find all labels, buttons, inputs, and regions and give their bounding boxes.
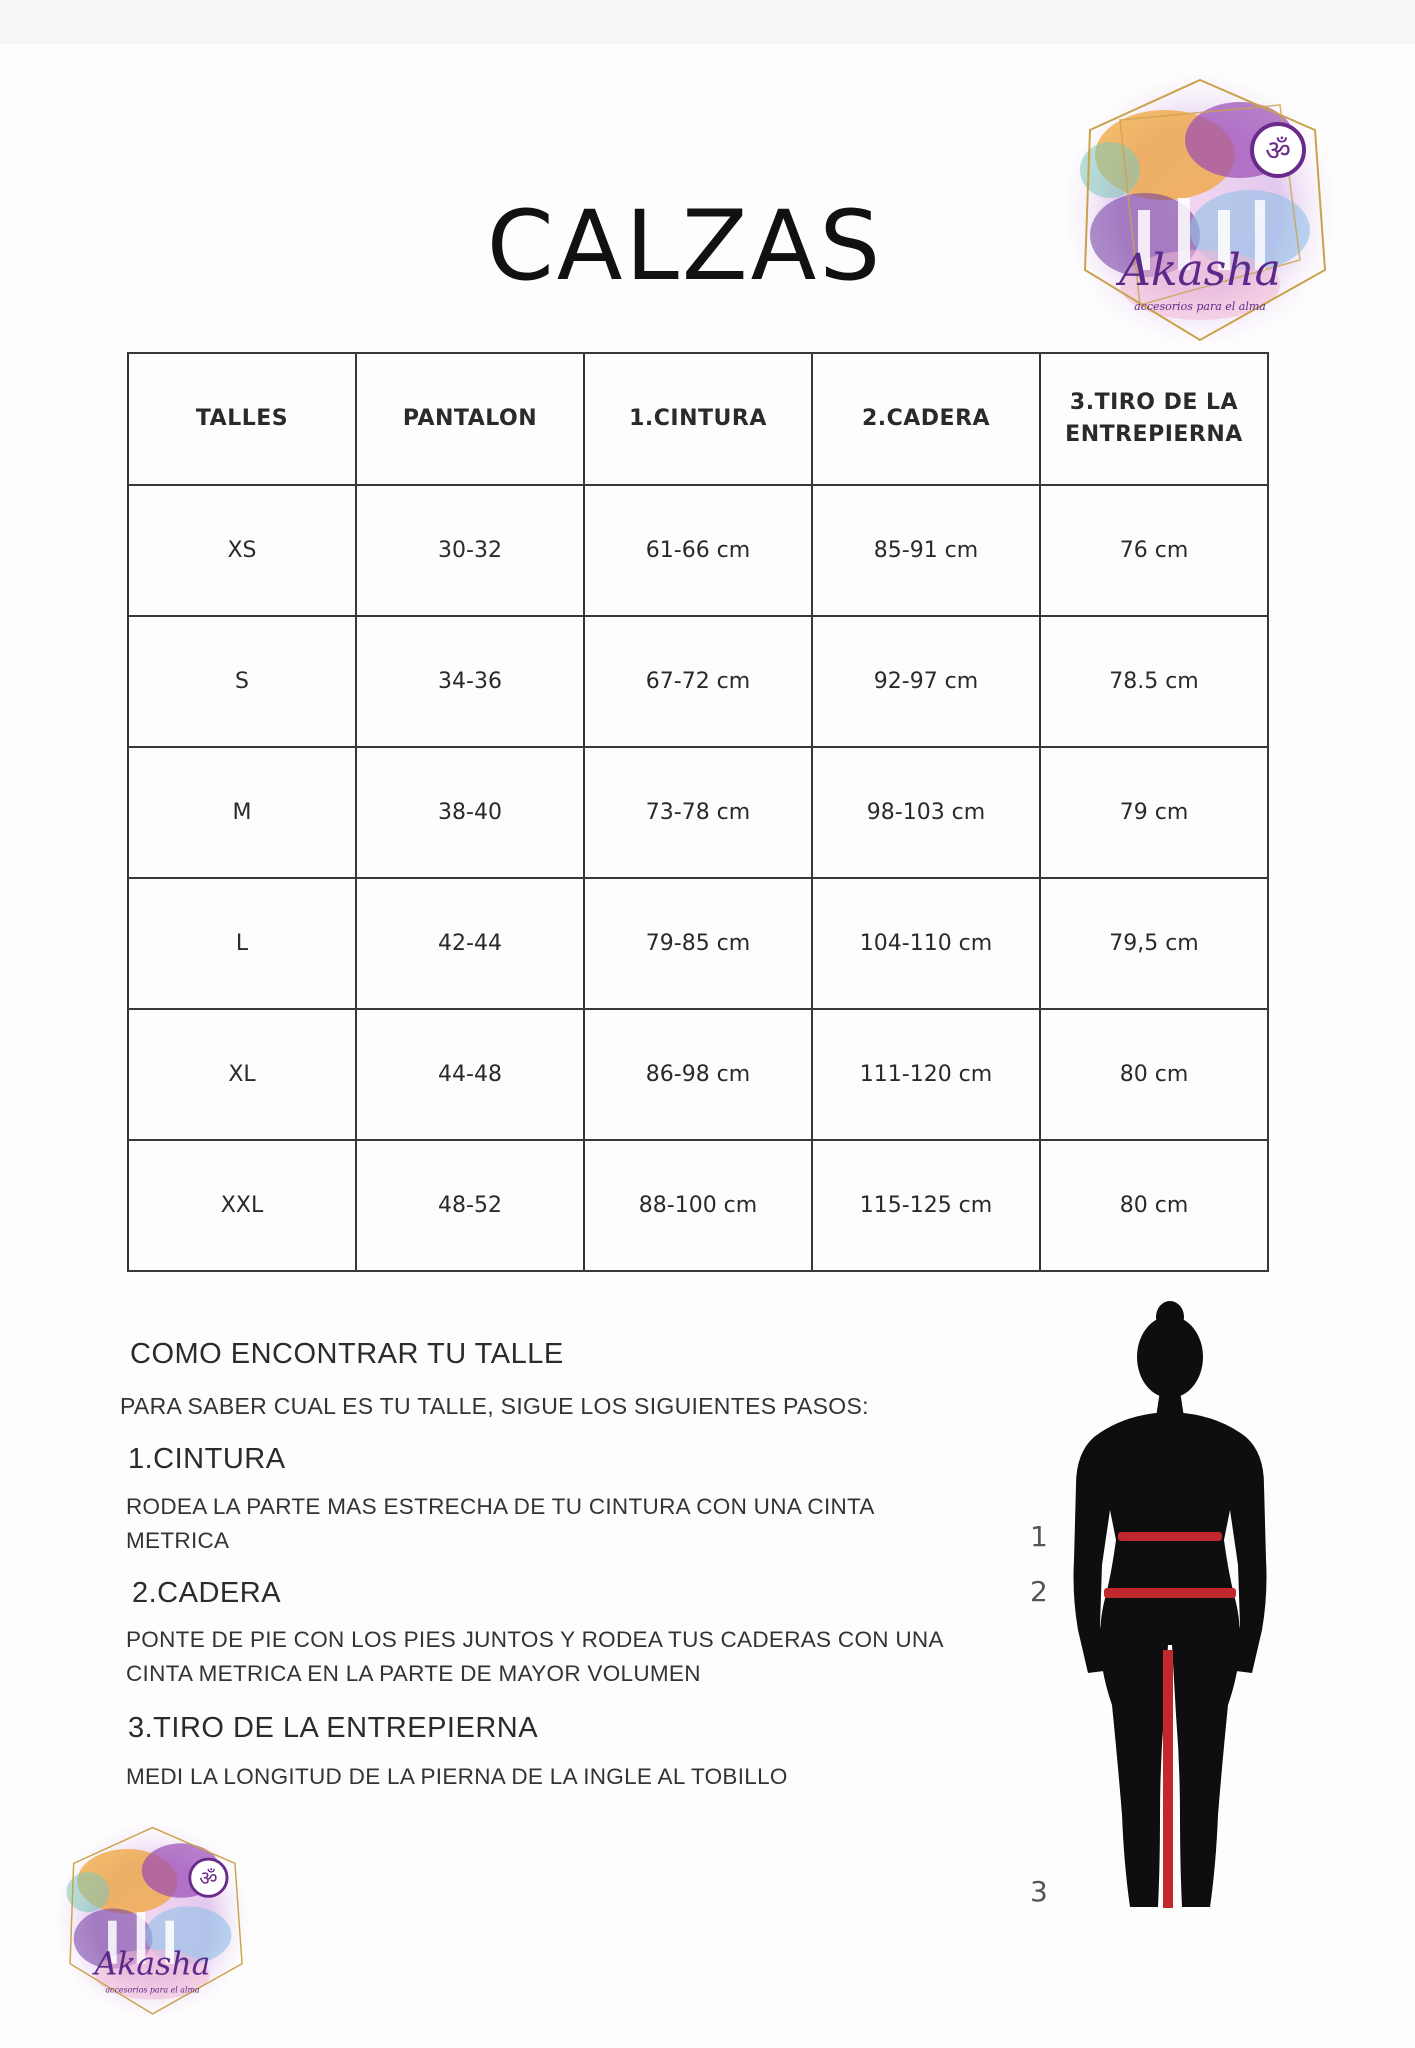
marker-2: 2 [1030, 1575, 1048, 1608]
guide-title: COMO ENCONTRAR TU TALLE [130, 1338, 564, 1370]
om-symbol: ॐ [199, 1865, 218, 1890]
table-cell: 80 cm [1040, 1009, 1268, 1140]
brand-tagline: accesorios para el alma [105, 1985, 200, 1995]
step-text-tiro: MEDI LA LONGITUD DE LA PIERNA DE LA INGLE AL TOBILLO [126, 1764, 788, 1789]
table-cell: 92-97 cm [812, 616, 1040, 747]
table-row [128, 1140, 1268, 1271]
body-silhouette-figure [1060, 1295, 1280, 1925]
table-cell: L [128, 878, 356, 1009]
table-row [128, 616, 1268, 747]
akasha-logo-top [1050, 60, 1350, 365]
table-row [128, 485, 1268, 616]
om-symbol: ॐ [1265, 134, 1291, 167]
table-cell: 61-66 cm [584, 485, 812, 616]
akasha-logo-bottom [45, 1810, 260, 2035]
table-header-row [128, 353, 1268, 485]
marker-3: 3 [1030, 1875, 1048, 1908]
table-cell: XL [128, 1009, 356, 1140]
step-heading-cadera: 2.CADERA [132, 1577, 282, 1609]
table-cell: 34-36 [356, 616, 584, 747]
table-cell: 38-40 [356, 747, 584, 878]
step-text-cintura: RODEA LA PARTE MAS ESTRECHA DE TU CINTURA CON UNA CINTA METRICA [126, 1494, 874, 1553]
table-cell: 78.5 cm [1040, 616, 1268, 747]
size-table [127, 352, 1269, 1272]
table-cell: XS [128, 485, 356, 616]
step-heading-cintura: 1.CINTURA [128, 1443, 286, 1475]
table-cell: 79 cm [1040, 747, 1268, 878]
header-pantalon: PANTALON [356, 353, 584, 485]
step-heading-tiro: 3.TIRO DE LA ENTREPIERNA [128, 1712, 539, 1744]
table-cell: S [128, 616, 356, 747]
table-cell: 42-44 [356, 878, 584, 1009]
table-cell: 85-91 cm [812, 485, 1040, 616]
inseam-tape [1163, 1650, 1173, 1908]
header-tiro: 3.TIRO DE LA ENTREPIERNA [1040, 353, 1268, 485]
brand-name: Akasha [94, 1946, 211, 1983]
hip-tape [1104, 1588, 1236, 1598]
header-cintura: 1.CINTURA [584, 353, 812, 485]
table-cell: 76 cm [1040, 485, 1268, 616]
waist-tape [1118, 1532, 1222, 1541]
table-row [128, 747, 1268, 878]
table-cell: 88-100 cm [584, 1140, 812, 1271]
table-cell: 67-72 cm [584, 616, 812, 747]
header-talles: TALLES [128, 353, 356, 485]
table-cell: 48-52 [356, 1140, 584, 1271]
table-cell: 79-85 cm [584, 878, 812, 1009]
guide-intro: PARA SABER CUAL ES TU TALLE, SIGUE LOS SIGUIENTES PASOS: [120, 1393, 869, 1419]
step-text-cadera: PONTE DE PIE CON LOS PIES JUNTOS Y RODEA TUS CADERAS CON UNA CINTA METRICA EN LA PARTE DE MAYOR VOLUMEN [126, 1627, 943, 1686]
table-cell: 80 cm [1040, 1140, 1268, 1271]
table-cell: XXL [128, 1140, 356, 1271]
table-row [128, 1009, 1268, 1140]
table-cell: 104-110 cm [812, 878, 1040, 1009]
table-row [128, 878, 1268, 1009]
table-cell: 79,5 cm [1040, 878, 1268, 1009]
brand-name: Akasha [1119, 245, 1281, 296]
top-band [0, 0, 1415, 44]
table-cell: 30-32 [356, 485, 584, 616]
table-cell: 86-98 cm [584, 1009, 812, 1140]
table-cell: 111-120 cm [812, 1009, 1040, 1140]
table-cell: 98-103 cm [812, 747, 1040, 878]
table-cell: M [128, 747, 356, 878]
table-cell: 73-78 cm [584, 747, 812, 878]
page-title: CALZAS [486, 190, 884, 302]
table-cell: 115-125 cm [812, 1140, 1040, 1271]
header-cadera: 2.CADERA [812, 353, 1040, 485]
brand-tagline: accesorios para el alma [1134, 300, 1266, 313]
marker-1: 1 [1030, 1520, 1048, 1553]
table-cell: 44-48 [356, 1009, 584, 1140]
